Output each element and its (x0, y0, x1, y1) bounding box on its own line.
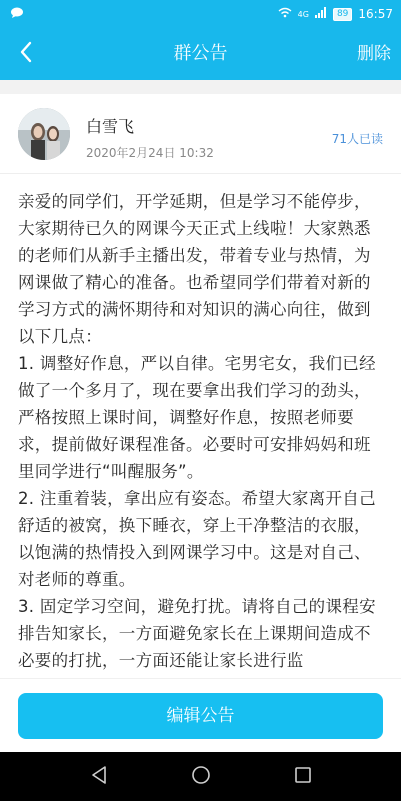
wifi-icon (278, 7, 292, 21)
section-divider (0, 80, 401, 94)
square-recent-icon (294, 766, 312, 788)
delete-button[interactable]: 删除 (357, 44, 391, 64)
triangle-back-icon (90, 765, 108, 789)
status-bar (0, 0, 401, 28)
chat-bubble-icon (10, 7, 24, 22)
network-type: 4G (297, 9, 309, 19)
battery-indicator: 89 (333, 8, 352, 21)
signal-icon (315, 7, 327, 21)
footer-area (0, 678, 401, 752)
announcement-paragraph: 2. 注重着装，拿出应有姿态。希望大家离开自己舒适的被窝，换下睡衣，穿上干净整洁的衣服，以饱满的热情投入到网课学习中。这是对自己、对老师的尊重。 (18, 489, 376, 589)
system-back-button[interactable] (87, 765, 111, 789)
announcement-paragraph: 3. 固定学习空间，避免打扰。请将自己的课程安排告知家长，一方面避免家长在上课期间造成不必要的打扰，一方面还能让家长进行监 (18, 597, 376, 670)
author-card (0, 94, 401, 174)
circle-home-icon (191, 765, 211, 789)
announcement-paragraph: 亲爱的同学们，开学延期，但是学习不能停步，大家期待已久的网课今天正式上线啦！大家熟悉的老师们从新手主播出发，带着专业与热情，为网课做了精心的准备。也希望同学们带着对新的学习方式的满怀期待和对知识的满心向往，做到以下几点： (18, 192, 371, 346)
header-bar (0, 28, 401, 80)
post-time: 2020年2月24日 10:32 (86, 146, 214, 160)
announcement-paragraph: 1. 调整好作息，严以自律。宅男宅女，我们已经做了一个多月了，现在要拿出我们学习的劲头，严格按照上课时间，调整好作息，按照老师要求，提前做好课程准备。必要时可安排妈妈和班里同学进行“叫醒服务”。 (18, 354, 376, 481)
edit-announcement-button[interactable]: 编辑公告 (18, 693, 383, 739)
announcement-content (18, 188, 384, 678)
avatar[interactable] (18, 108, 70, 160)
page-title: 群公告 (173, 43, 228, 64)
author-name: 白雪飞 (86, 117, 135, 136)
status-time: 16:57 (358, 7, 393, 21)
read-count-link[interactable]: 71人已读 (331, 132, 383, 146)
system-recent-button[interactable] (291, 765, 315, 789)
system-home-button[interactable] (189, 765, 213, 789)
status-indicators (278, 7, 393, 21)
system-navigation-bar (0, 752, 401, 801)
